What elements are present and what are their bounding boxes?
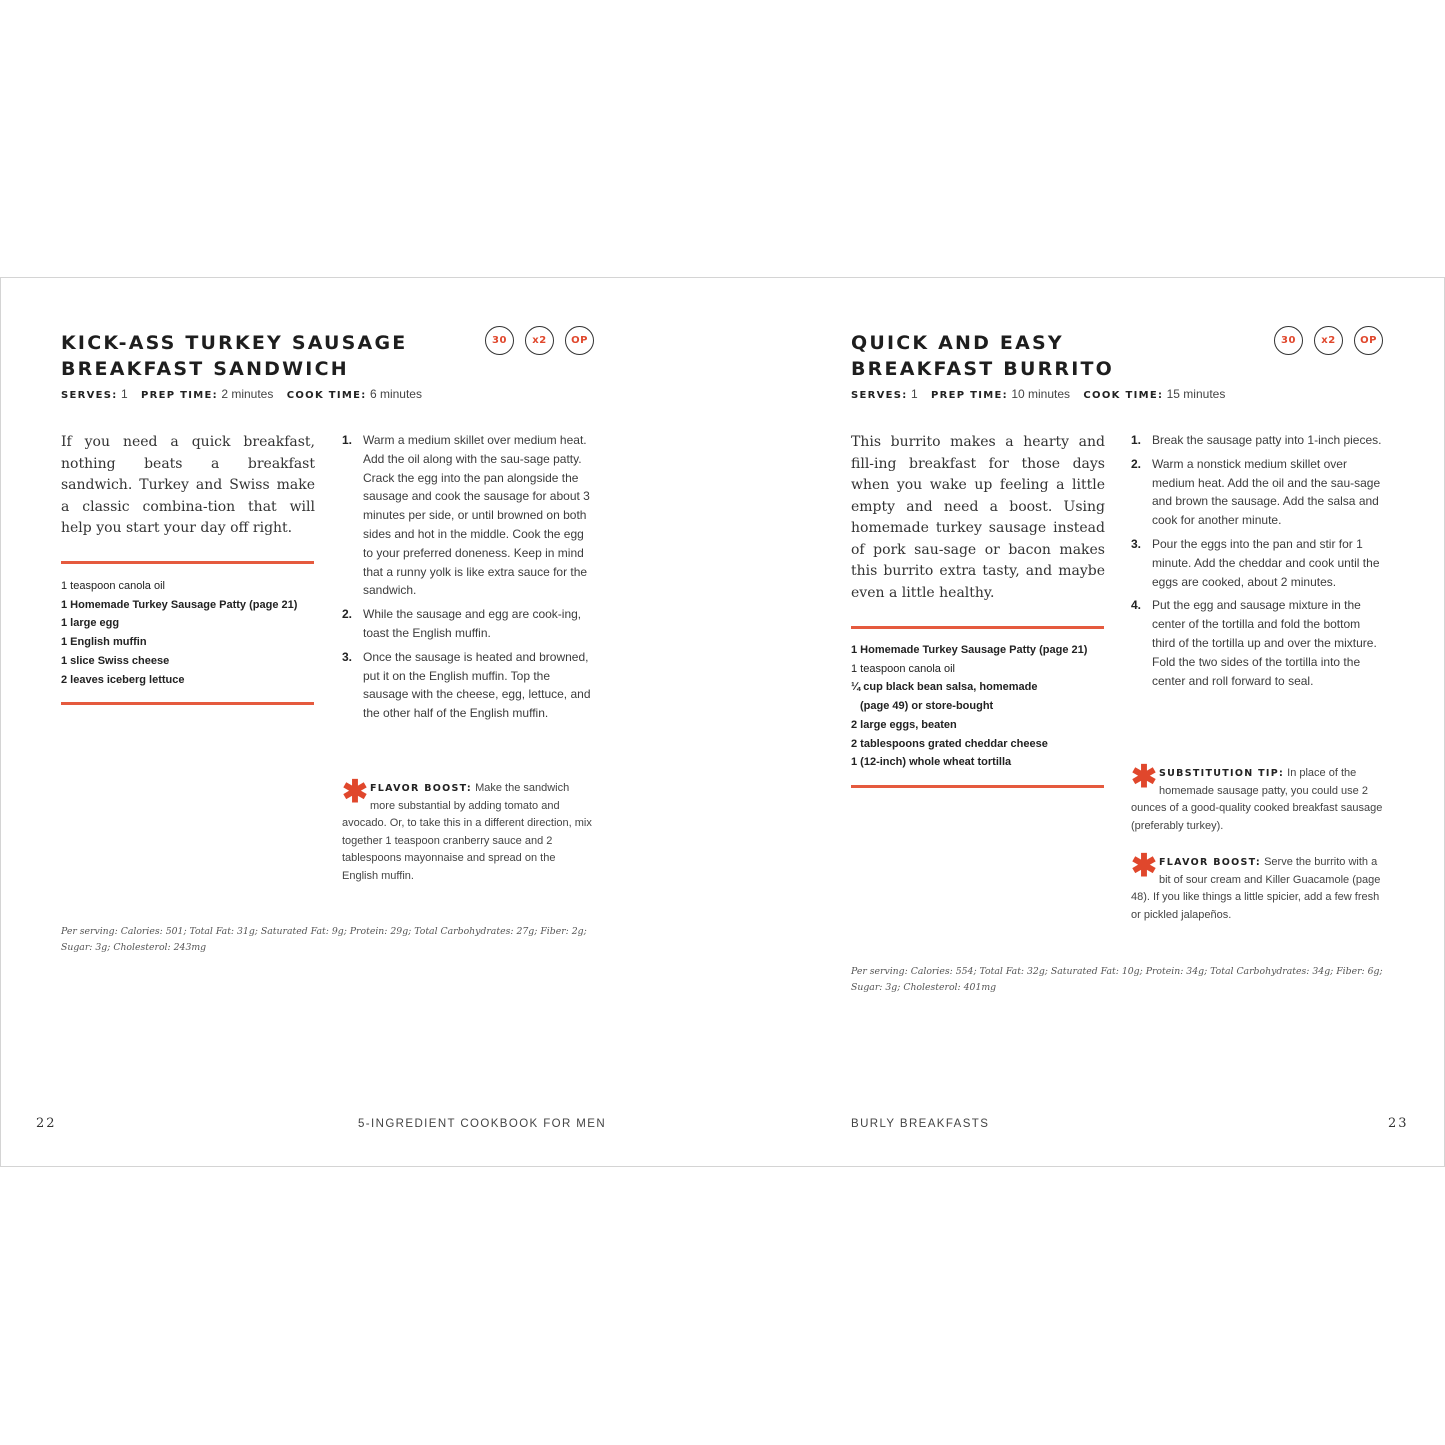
step-number: 2.: [342, 607, 353, 622]
double-badge: x2: [525, 326, 554, 355]
recipe-badges: [1274, 326, 1383, 355]
left-page: [1, 278, 723, 1166]
one-pot-badge: OP: [1354, 326, 1383, 355]
ingredient-item: (page 49) or store-bought: [860, 700, 994, 713]
step-number: 2.: [1131, 456, 1142, 471]
step-number: 3.: [342, 649, 353, 664]
cook-time-label: COOK TIME:: [1083, 390, 1164, 401]
divider-rule: [851, 785, 1104, 788]
step-text: Put the egg and sausage mixture in the center of the tortilla and fold the bottom third of the tortilla up and over the mixture. Fold the two sides of the tortilla into the center and roll forward to seal.: [1152, 598, 1377, 688]
title-line: BREAKFAST SANDWICH: [61, 358, 349, 380]
step-text: Pour the eggs into the pan and stir for 1 minute. Add the cheddar and cook until the eggs are cooked, about 2 minutes.: [1152, 536, 1380, 589]
page-number: 22: [36, 1116, 57, 1131]
tip-text: Serve the burrito with a bit of sour cream and Killer Guacamole (page 48). If you like things a little spicier, add a few fresh or pickled jalapeños.: [1131, 856, 1381, 921]
ingredient-item: 2 tablespoons grated cheddar cheese: [851, 737, 1048, 750]
step-text: Once the sausage is heated and browned, put it on the English muffin. Top the sausage with the cheese, egg, lettuce, and the other half of the English muffin.: [363, 649, 591, 721]
serves-value: 1: [120, 387, 128, 401]
recipe-meta: [851, 387, 1225, 401]
recipe-badges: [485, 326, 594, 355]
serves-label: SERVES:: [61, 390, 118, 401]
nutrition-info: Per serving: Calories: 501; Total Fat: 31g; Saturated Fat: 9g; Protein: 29g; Total Carbohydrates: 27g; Fiber: 2g; Sugar: 3g; Cholesterol: 243mg: [61, 926, 587, 953]
ingredient-item: 1 English muffin: [61, 636, 147, 649]
step-item: [1131, 535, 1383, 591]
recipe-intro: If you need a quick breakfast, nothing beats a breakfast sandwich. Turkey and Swiss make a classic combina-tion that will help you start your day off right.: [61, 434, 315, 536]
ingredient-list: [851, 641, 1113, 772]
tip-label: FLAVOR BOOST:: [1159, 857, 1262, 868]
thirty-minute-badge: 30: [485, 326, 514, 355]
recipe-title: [851, 330, 1251, 382]
divider-rule: [61, 702, 314, 705]
serves-value: 1: [910, 387, 918, 401]
title-line: BREAKFAST BURRITO: [851, 358, 1115, 380]
step-item: [342, 605, 594, 643]
running-head: BURLY BREAKFASTS: [851, 1118, 990, 1130]
thirty-minute-badge: 30: [1274, 326, 1303, 355]
one-pot-badge: OP: [565, 326, 594, 355]
title-line: KICK-ASS TURKEY SAUSAGE: [61, 332, 408, 354]
serves-label: SERVES:: [851, 390, 908, 401]
tip-text: In place of the homemade sausage patty, you could use 2 ounces of a good-quality cooked breakfast sausage (preferably turkey).: [1131, 767, 1383, 832]
step-text: Warm a medium skillet over medium heat. Add the oil along with the sau-sage patty. Crack the egg into the pan alongside the sausage and cook the sausage for about 3 minutes per side, or until browned on both sides and hot in the middle. Cook the egg to your preferred doneness. Keep in mind that a runny yolk is like extra sauce for the sandwich.: [363, 433, 590, 598]
step-number: 1.: [342, 433, 353, 447]
asterisk-icon: ✱: [1131, 759, 1157, 794]
cook-time-value: 6 minutes: [369, 387, 422, 401]
step-item: [342, 648, 594, 723]
step-item: [1131, 596, 1383, 690]
direction-steps: [342, 431, 594, 728]
ingredient-item: 1 teaspoon canola oil: [851, 662, 955, 675]
step-item: [1131, 455, 1383, 530]
step-number: 1.: [1131, 433, 1142, 447]
recipe-meta: [61, 387, 422, 401]
ingredient-list: [61, 577, 323, 689]
right-page: [723, 278, 1445, 1166]
ingredient-item: 1 large egg: [61, 617, 120, 630]
prep-time-value: 2 minutes: [221, 387, 274, 401]
step-text: Warm a nonstick medium skillet over medium heat. Add the oil and the sau-sage and brown the sausage. Add the salsa and cook for another minute.: [1152, 456, 1381, 528]
ingredient-item: 1 slice Swiss cheese: [61, 654, 170, 667]
prep-time-label: PREP TIME:: [930, 390, 1008, 401]
direction-steps: [1131, 431, 1383, 695]
step-item: [1131, 431, 1383, 450]
step-number: 4.: [1131, 598, 1142, 613]
flavor-boost-tip: [1131, 848, 1383, 924]
step-number: 3.: [1131, 536, 1142, 551]
running-head: 5-INGREDIENT COOKBOOK FOR MEN: [358, 1118, 607, 1130]
flavor-boost-tip: [342, 774, 594, 885]
book-spread: [0, 277, 1445, 1167]
nutrition-info: Per serving: Calories: 554; Total Fat: 32g; Saturated Fat: 10g; Protein: 34g; Total Carbohydrates: 34g; Fiber: 6g; Sugar: 3g; Cholesterol: 401mg: [851, 966, 1383, 993]
tip-label: SUBSTITUTION TIP:: [1159, 768, 1285, 779]
tip-label: FLAVOR BOOST:: [370, 783, 473, 794]
cook-time-value: 15 minutes: [1166, 387, 1226, 401]
cook-time-label: COOK TIME:: [286, 390, 367, 401]
ingredient-item: 1 Homemade Turkey Sausage Patty (page 21): [851, 644, 1088, 656]
substitution-tip: [1131, 759, 1383, 835]
asterisk-icon: ✱: [1131, 848, 1157, 883]
page-number: 23: [1388, 1116, 1409, 1131]
title-line: QUICK AND EASY: [851, 332, 1064, 354]
divider-rule: [61, 561, 314, 564]
step-text: Break the sausage patty into 1-inch pieces.: [1152, 433, 1382, 447]
ingredient-item: ¼ cup black bean salsa, homemade: [851, 681, 1038, 694]
step-text: While the sausage and egg are cook-ing, toast the English muffin.: [363, 607, 582, 640]
asterisk-icon: ✱: [342, 774, 368, 809]
step-item: [342, 431, 594, 600]
ingredient-item: 1 Homemade Turkey Sausage Patty (page 21): [61, 598, 298, 611]
tip-text: Make the sandwich more substantial by adding tomato and avocado. Or, to take this in a different direction, mix together 1 teaspoon cranberry sauce and 2 tablespoons mayonnaise and spread on the English muffin.: [342, 782, 592, 882]
ingredient-item: 1 (12-inch) whole wheat tortilla: [851, 756, 1012, 769]
ingredient-item: 1 teaspoon canola oil: [61, 580, 165, 592]
divider-rule: [851, 626, 1104, 629]
ingredient-item: 2 leaves iceberg lettuce: [61, 673, 185, 686]
recipe-intro: This burrito makes a hearty and fill-ing breakfast for those days when you wake up feeling a little empty and need a boost. Using homemade turkey sausage instead of pork sau-sage or bacon makes this burrito extra tasty, and maybe even a little healthy.: [851, 434, 1105, 601]
double-badge: x2: [1314, 326, 1343, 355]
ingredient-item: 2 large eggs, beaten: [851, 718, 957, 731]
recipe-title: [61, 330, 461, 382]
prep-time-value: 10 minutes: [1011, 387, 1071, 401]
prep-time-label: PREP TIME:: [140, 390, 218, 401]
